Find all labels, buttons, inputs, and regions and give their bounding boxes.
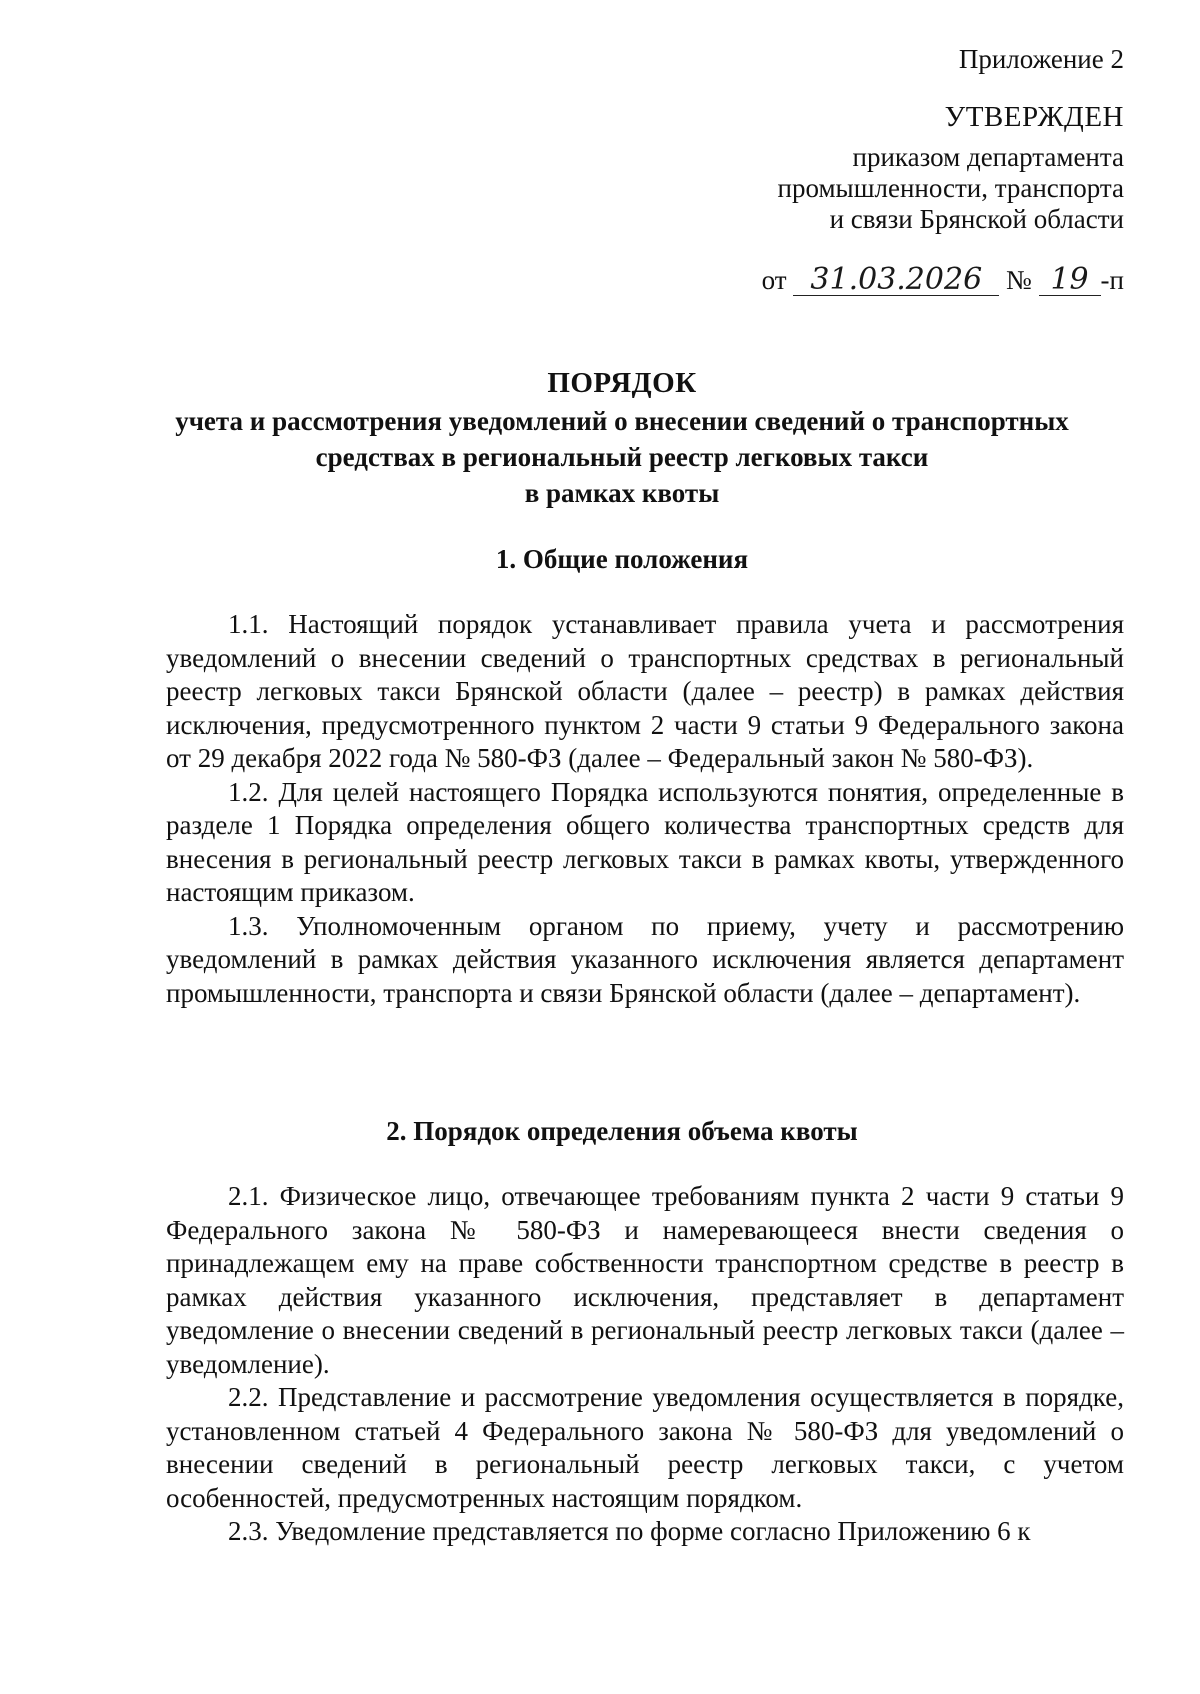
approval-line: промышленности, транспорта <box>777 173 1124 203</box>
paragraph-text: Для целей настоящего Порядка используются понятия, определенные в разделе 1 Порядка определения общего количества транспортных средств для внесения в региональный реестр легковых такси в рамках квоты, утвержденного настоящим приказом. <box>166 776 1125 907</box>
approved-label: УТВЕРЖДЕН <box>944 101 1124 133</box>
title-line: средствах в региональный реестр легковых такси <box>315 442 929 472</box>
paragraph-number: 1.1. <box>228 609 269 639</box>
number-sign: № <box>1006 265 1032 295</box>
section-heading: 1. Общие положения <box>495 544 749 574</box>
section-body <box>166 1180 1124 1549</box>
paragraph-text: Настоящий порядок устанавливает правила учета и рассмотрения уведомлений о внесении сведений о транспортных средствах в региональный реестр легковых такси Брянской области (далее – реестр) в рамках действия исключения, предусмотренного пунктом 2 части 9 статьи 9 Федерального закона от 29 декабря 2022 года № 580-ФЗ (далее – Федеральный закон № 580-ФЗ). <box>166 609 1125 773</box>
order-number-field <box>1039 262 1101 297</box>
title-line: в рамках квоты <box>524 478 720 508</box>
paragraph <box>166 608 1124 776</box>
order-date-field <box>793 262 999 297</box>
approval-header <box>762 44 1124 296</box>
paragraph-text: Уведомление представляется по форме согласно Приложению 6 к <box>275 1516 1031 1546</box>
paragraph <box>166 910 1124 1011</box>
number-suffix: -п <box>1100 265 1124 295</box>
document-title <box>120 365 1124 511</box>
paragraph-number: 1.2. <box>228 776 269 807</box>
paragraph <box>166 1381 1124 1515</box>
paragraph <box>166 776 1124 910</box>
paragraph-number: 2.1. <box>228 1181 269 1211</box>
title-line: учета и рассмотрения уведомлений о внесении сведений о транспортных <box>175 406 1069 436</box>
paragraph-number: 2.3. <box>228 1516 269 1546</box>
order-date-line <box>761 262 1124 297</box>
appendix-label: Приложение 2 <box>958 44 1124 74</box>
date-prefix: от <box>761 265 787 295</box>
paragraph-text: Представление и рассмотрение уведомления осуществляется в порядке, установленном статьей 4 Федерального закона № 580-ФЗ для уведомлений о внесении сведений в региональный реестр легковых такси, с учетом особенностей, предусмотренных настоящим порядком. <box>166 1382 1124 1513</box>
paragraph <box>166 1180 1124 1381</box>
paragraph-text: Физическое лицо, отвечающее требованиям пункта 2 части 9 статьи 9 Федерального закона № 580-ФЗ и намеревающееся внести сведения о принадлежащем ему на праве собственности транспортном средстве в реестр в рамках действия указанного исключения, представляет в департамент уведомление о внесении сведений в региональный реестр легковых такси (далее – уведомление). <box>166 1181 1124 1379</box>
paragraph-number: 1.3. <box>228 910 269 941</box>
approval-line: приказом департамента <box>852 142 1124 172</box>
paragraph-number: 2.2. <box>228 1382 269 1412</box>
paragraph-text: Уполномоченным органом по приему, учету и рассмотрению уведомлений в рамках действия указанного исключения является департамент промышленности, транспорта и связи Брянской области (далее – департамент). <box>166 910 1125 1008</box>
approval-line: и связи Брянской области <box>829 204 1124 234</box>
handwritten-date: 31.03.2026 <box>810 262 983 297</box>
section-heading: 2. Порядок определения объема квоты <box>386 1116 858 1146</box>
handwritten-number: 19 <box>1050 262 1089 297</box>
section-body <box>166 608 1124 1010</box>
title-main: ПОРЯДОК <box>547 367 697 399</box>
paragraph <box>166 1515 1124 1549</box>
